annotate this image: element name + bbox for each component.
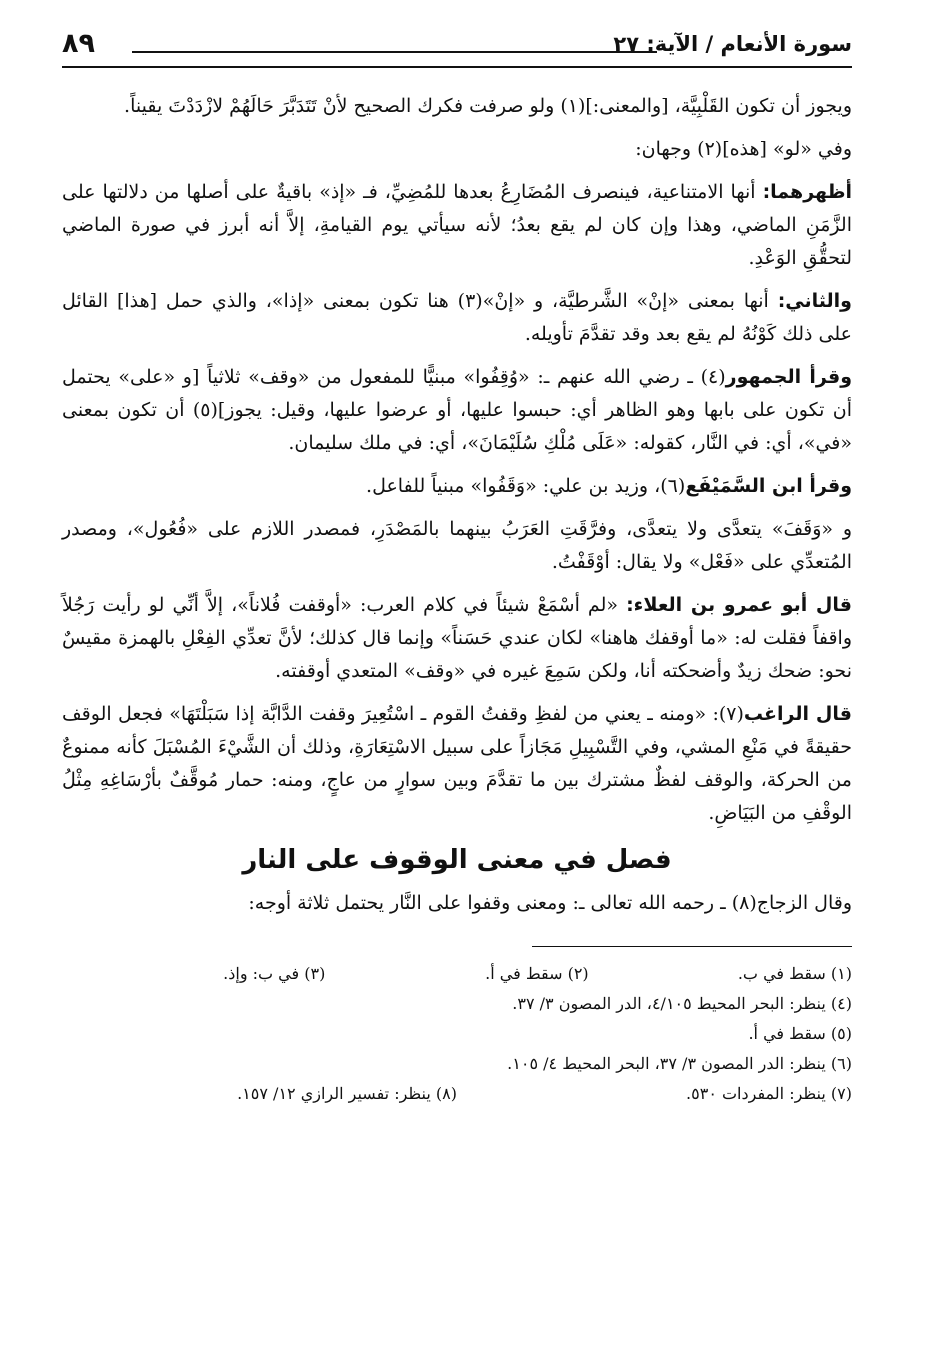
footnote-3: (٣) في ب: وإذ. [223, 964, 326, 983]
paragraph [62, 90, 852, 123]
paragraph-text: وفي «لو» [هذه](٢) وجهان: [635, 138, 852, 160]
paragraph-text: أنها الامتناعية، فينصرف المُضَارِعُ بعدها للمُضِيِّ، فـ «إذ» باقيةٌ على أصلها من دلالتها على الزَّمَنِ الماضي، وهذا وإن كان لم يقع بعدُ؛ لأنه سيأتي يوم القيامةِ، إلاَّ أنه أبرز في صورة الماضي لتحقُّقِ الوَعْدِ. [62, 181, 852, 269]
paragraph-lead: والثاني: [777, 290, 852, 312]
footnote-row [62, 959, 852, 989]
paragraph-text: ويجوز أن تكون القَلْبِيَّة، [والمعنى:](١) ولو صرفت فكرك الصحيح لأنْ تَتَدَبَّرَ حَالَهُمْ لازْدَدْتَ يقيناً. [124, 95, 852, 117]
paragraph-lead: قال أبو عمرو بن العلاء: [626, 594, 852, 616]
paragraph [62, 589, 852, 688]
running-title: سورة الأنعام / الآية: ٢٧ [613, 32, 852, 56]
page-number: ٨٩ [62, 28, 95, 59]
paragraph [62, 513, 852, 579]
page-header [62, 28, 852, 68]
footnote-row [62, 1079, 852, 1109]
footnote-1: (١) سقط في ب. [737, 964, 852, 983]
paragraph-lead: وقرأ ابن السَّمَيْفَع [685, 475, 852, 497]
paragraph-text: (٦)، وزيد بن علي: «وَقَفُوا» مبنياً للفاعل. [366, 475, 686, 497]
paragraph [62, 698, 852, 830]
paragraph-lead: أظهرهما: [762, 181, 852, 203]
closing-paragraph: وقال الزجاج(٨) ـ رحمه الله تعالى ـ: ومعنى وقفوا على النَّار يحتمل ثلاثة أوجه: [248, 892, 852, 914]
footnote-6: (٦) ينظر: الدر المصون ٣/ ٣٧، البحر المحيط ٤/ ١٠٥. [507, 1054, 852, 1073]
paragraph-text: أنها بمعنى «إنْ» الشَّرطيَّة، و «إنْ»(٣) هنا تكون بمعنى «إذا»، والذي حمل [هذا] القائل على ذلك كَوْنُهُ لم يقع بعد وقد تقدَّمَ تأويله. [62, 290, 852, 345]
footnote-4: (٤) ينظر: البحر المحيط ٤/١٠٥، الدر المصون ٣/ ٣٧. [512, 994, 852, 1013]
paragraph-lead: وقرأ الجمهور [725, 366, 853, 388]
footnote-separator [532, 946, 852, 947]
paragraph-text: (٧): «ومنه ـ يعني من لفظِ وقفتُ القوم ـ اسْتُعِيرَ وقفت الدَّابَّة إذا سَبَلْتَهَا» فجعل الوقف حقيقةً في مَنْعِ المشي، وفي التَّسْبِيلِ مَجَازاً على سبيل الاسْتِعَارَةِ، وذلك أن الشَّيْءَ المُسْبَلَ كأنه ممنوعٌ من الحركة، والوقف لفظٌ مشترك بين ما تقدَّمَ وبين سوارٍ من عاجٍ، ومنه: حمار مُوقَّفٌ بأرْسَاغِهِ مِثْلُ الوقْفِ من البَيَاضِ. [62, 703, 852, 824]
footnote-8: (٨) ينظر: تفسير الرازي ١٢/ ١٥٧. [237, 1084, 457, 1103]
header-divider [62, 66, 852, 68]
header-rule [132, 51, 657, 53]
paragraph [62, 133, 852, 166]
footnote-7: (٧) ينظر: المفردات ٥٣٠. [686, 1084, 852, 1103]
section-heading: فصل في معنى الوقوف على النار [242, 845, 672, 875]
page [62, 28, 852, 1109]
footnote-5: (٥) سقط في أ. [748, 1024, 852, 1043]
paragraph-text: (٤) ـ رضي الله عنهم ـ: «وُقِفُوا» مبنيًّا للمفعول من «وقف» ثلاثياً [و «على» يحتمل أن تكون على بابها وهو الظاهر أي: حبسوا عليها، أو عرضوا عليها، وقيل: يجوز](٥) أن تكون بمعنى «في»، أي: في النَّار، كقوله: «عَلَى مُلْكِ سُلَيْمَانَ»، أي: في ملك سليمان. [62, 366, 852, 454]
paragraph-text: «لم أسْمَعْ شيئاً في كلام العرب: «أوقفت فُلاناً»، إلاَّ أنِّي لو رأيت رَجُلاً واقفاً فقلت له: «ما أوقفك هاهنا» لكان عندي حَسَناً» وإنما قال كذلك؛ لأنَّ تعدِّي الفِعْلِ بالهمزة مقيسٌ نحو: ضحك زيدٌ وأضحكته أنا، ولكن سَمِعَ غيره في «وقف» المتعدي أوقفته. [62, 594, 852, 682]
paragraph-text: و «وَقَفَ» يتعدَّى ولا يتعدَّى، وفرَّقَتِ العَرَبُ بينهما بالمَصْدَرِ، فمصدر اللازم على «فُعُول»، ومصدر المُتعدِّي على «فَعْل» ولا يقال: أوْقَفْتُ. [62, 518, 852, 573]
paragraph [62, 470, 852, 503]
paragraph [62, 361, 852, 460]
paragraph-lead: قال الراغب [743, 703, 852, 725]
main-text [62, 90, 852, 920]
footnote-2: (٢) سقط في أ. [485, 964, 589, 983]
paragraph [62, 285, 852, 351]
paragraph [62, 176, 852, 275]
footnotes [62, 959, 852, 1109]
